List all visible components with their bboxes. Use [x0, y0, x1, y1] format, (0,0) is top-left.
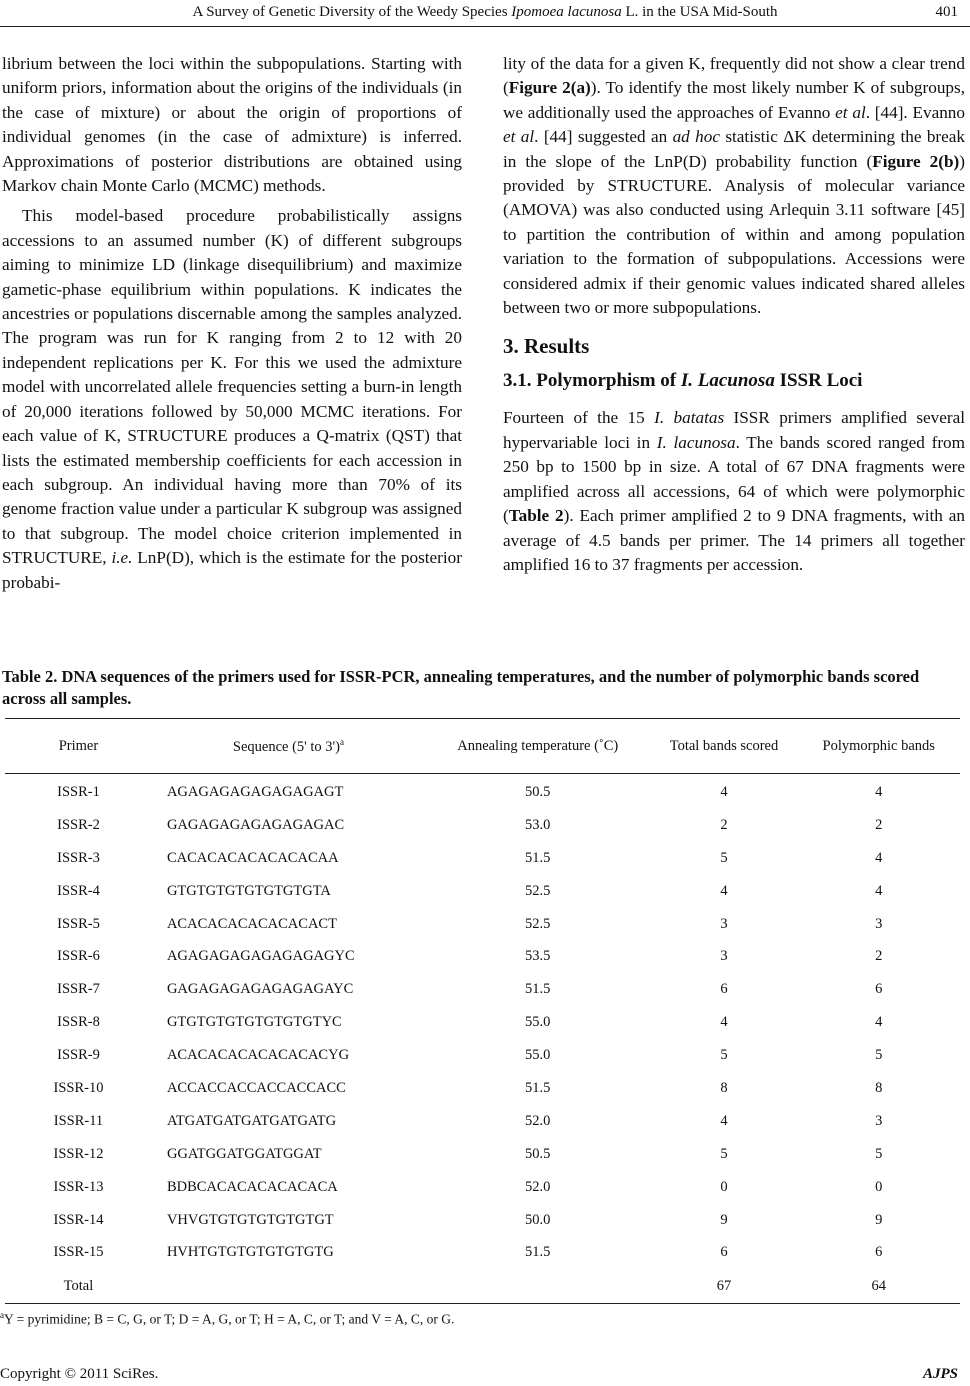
paragraph-results: Fourteen of the 15 I. batatas ISSR primers amplified several hypervariable loci in I. lacunosa. The bands scored ranged from 250 bp to 1500 bp in size. A total of 67 DNA fragments were amplified across all accessions, 64 of which were polymorphic (Table 2). Each primer amplified 2 to 9 DNA fragments, with an average of 4.5 bands per primer. The 14 primers all together amplified 16 to 37 fragments per accession. — [503, 408, 966, 574]
total-label: Total — [5, 1269, 152, 1304]
cell-temperature: 51.5 — [525, 1244, 551, 1261]
table-row — [5, 1006, 960, 1039]
cell-polymorphic-bands: 3 — [875, 1112, 883, 1129]
header-polymorphic-bands: Polymorphic bands — [797, 719, 960, 774]
cell-primer: ISSR-2 — [57, 816, 100, 833]
cell-primer: ISSR-6 — [57, 948, 100, 965]
cell-sequence: ATGATGATGATGATGATG — [166, 1112, 337, 1129]
left-column — [2, 52, 462, 595]
table-header-row — [5, 719, 960, 774]
table-row — [5, 908, 960, 941]
cell-polymorphic-bands: 9 — [875, 1211, 883, 1228]
cell-total-bands: 2 — [720, 816, 728, 833]
cell-total-bands: 3 — [720, 948, 728, 965]
cell-total-bands: 4 — [720, 882, 728, 899]
cell-sequence: CACACACACACACACAA — [166, 849, 339, 866]
header-total-bands: Total bands scored — [651, 719, 798, 774]
cell-primer: ISSR-1 — [57, 783, 100, 800]
table-row — [5, 1204, 960, 1237]
total-bands-sum: 67 — [651, 1269, 798, 1304]
cell-primer: ISSR-14 — [53, 1211, 104, 1228]
cell-primer: ISSR-10 — [53, 1079, 104, 1096]
journal-abbreviation: AJPS — [922, 1366, 958, 1382]
table-row — [5, 875, 960, 908]
copyright-notice: Copyright © 2011 SciRes. — [0, 1366, 159, 1382]
cell-temperature: 50.0 — [525, 1211, 551, 1228]
header-temperature: Annealing temperature (˚C) — [425, 719, 651, 774]
cell-temperature: 52.5 — [525, 915, 551, 932]
table-row — [5, 940, 960, 973]
cell-sequence: BDBCACACACACACACA — [166, 1178, 338, 1195]
section-heading-results: 3. Results — [503, 334, 590, 359]
cell-temperature: 55.0 — [525, 1047, 551, 1064]
page-number: 401 — [935, 4, 958, 20]
cell-sequence: GAGAGAGAGAGAGAGAYC — [166, 981, 354, 998]
paragraph-structure-method: librium between the loci within the subpopulations. Starting with uniform priors, information about the origins of the individuals (in the case of mixture) or about the origin of proportions of individual genomes (in the case of admixture) is inferred. Approximations of posterior distributions are obtained using Markov chain Monte Carlo (MCMC) methods. — [2, 54, 462, 196]
running-title-species: Ipomoea lacunosa — [511, 4, 622, 20]
cell-sequence: HVHTGTGTGTGTGTGTG — [166, 1244, 334, 1261]
cell-total-bands: 5 — [720, 1145, 728, 1162]
cell-sequence: ACCACCACCACCACCACC — [166, 1079, 346, 1096]
cell-temperature: 50.5 — [525, 1145, 551, 1162]
header-primer: Primer — [5, 719, 152, 774]
cell-polymorphic-bands: 2 — [875, 948, 883, 965]
figure-ref-2a[interactable]: Figure 2(a) — [508, 78, 591, 98]
cell-temperature: 53.0 — [525, 816, 551, 833]
cell-temperature: 52.0 — [525, 1112, 551, 1129]
cell-temperature: 51.5 — [525, 981, 551, 998]
cell-sequence: AGAGAGAGAGAGAGAGT — [166, 783, 344, 800]
table-footnote: $^a$Y = pyrimidine; B = C, G, or T; D = A, G, or T; H = A, C, or T; and V = A, C, or G. — [0, 1310, 455, 1327]
cell-primer: ISSR-9 — [57, 1047, 100, 1064]
cell-polymorphic-bands: 4 — [875, 882, 883, 899]
cell-sequence: ACACACACACACACACT — [166, 915, 337, 932]
table-body — [5, 774, 960, 1270]
cell-total-bands: 4 — [720, 1112, 728, 1129]
cell-polymorphic-bands: 4 — [875, 783, 883, 800]
cell-polymorphic-bands: 5 — [875, 1145, 883, 1162]
cell-polymorphic-bands: 4 — [875, 849, 883, 866]
table-row — [5, 1236, 960, 1269]
table-row — [5, 809, 960, 842]
cell-primer: ISSR-4 — [57, 882, 100, 899]
table-row — [5, 1171, 960, 1204]
cell-sequence: AGAGAGAGAGAGAGAGYC — [166, 948, 355, 965]
cell-primer: ISSR-3 — [57, 849, 100, 866]
table-row — [5, 1072, 960, 1105]
cell-total-bands: 3 — [720, 915, 728, 932]
paragraph-evanno: lity of the data for a given K, frequently did not show a clear trend (Figure 2(a)). To identify the most likely number K of subgroups, we additionally used the approaches of Evanno et al. [44]. Evanno et al. [44] suggested an ad hoc statistic ΔK determining the break in the slope of the LnP(D) probability function (Figure 2(b)) provided by STRUCTURE. Analysis of molecular variance (AMOVA) was also conducted using Arlequin 3.11 software [45] to partition the contribution of within and among population variation to the formation of subpopulations. Accessions were considered admix if their genomic values indicated shared alleles between two or more subpopulations. — [503, 54, 965, 318]
cell-temperature: 51.5 — [525, 849, 551, 866]
cell-primer: ISSR-11 — [53, 1112, 104, 1129]
cell-total-bands: 6 — [720, 981, 728, 998]
paragraph-model-procedure: This model-based procedure probabilistically assigns accessions to an assumed number (K) of different subgroups aiming to minimize LD (linkage disequilibrium) and maximize gametic-phase equilibrium within populations. K indicates the ancestries or populations discernable among the samples analyzed. The program was run for K ranging from 2 to 12 with 20 independent replications per K. For this we used the admixture model with uncorrelated allele frequencies setting a burn-in length of 20,000 iterations followed by 50,000 MCMC iterations. For each value of K, STRUCTURE produces a Q-matrix (QST) that lists the estimated membership coefficients for each accession in each subgroup. An individual having more than 70% of its genome fraction value under a particular K subgroup was assigned to that subgroup. The model choice criterion implemented in STRUCTURE, i.e. LnP(D), which is the estimate for the posterior probabi- — [2, 206, 462, 592]
cell-polymorphic-bands: 4 — [875, 1014, 883, 1031]
table-row — [5, 973, 960, 1006]
table-ref-2[interactable]: Table 2 — [508, 506, 564, 526]
cell-temperature: 53.5 — [525, 948, 551, 965]
header-sequence: Sequence (5' to 3')$^a$ — [152, 719, 425, 774]
cell-primer: ISSR-12 — [53, 1145, 104, 1162]
cell-polymorphic-bands: 6 — [875, 1244, 883, 1261]
table-row — [5, 1039, 960, 1072]
cell-sequence: GTGTGTGTGTGTGTGTA — [166, 882, 331, 899]
cell-sequence: GTGTGTGTGTGTGTGTYC — [166, 1014, 342, 1031]
cell-temperature: 50.5 — [525, 783, 551, 800]
cell-total-bands: 4 — [720, 783, 728, 800]
polymorphic-bands-sum: 64 — [797, 1269, 960, 1304]
cell-total-bands: 8 — [720, 1079, 728, 1096]
figure-ref-2b[interactable]: Figure 2(b) — [872, 151, 960, 171]
cell-total-bands: 4 — [720, 1014, 728, 1031]
cell-temperature: 55.0 — [525, 1014, 551, 1031]
cell-temperature: 51.5 — [525, 1079, 551, 1096]
running-header — [0, 0, 970, 28]
cell-total-bands: 5 — [720, 849, 728, 866]
cell-primer: ISSR-8 — [57, 1014, 100, 1031]
cell-total-bands: 5 — [720, 1047, 728, 1064]
cell-sequence: ACACACACACACACACYG — [166, 1047, 350, 1064]
running-title: A Survey of Genetic Diversity of the Weedy Species Ipomoea lacunosa L. in the USA Mid-South — [192, 4, 778, 20]
primer-table — [5, 718, 960, 1304]
cell-polymorphic-bands: 2 — [875, 816, 883, 833]
table-row — [5, 1105, 960, 1138]
cell-polymorphic-bands: 8 — [875, 1079, 883, 1096]
cell-temperature: 52.0 — [525, 1178, 551, 1195]
cell-primer: ISSR-5 — [57, 915, 100, 932]
cell-polymorphic-bands: 5 — [875, 1047, 883, 1064]
cell-primer: ISSR-15 — [53, 1244, 104, 1261]
cell-sequence: GAGAGAGAGAGAGAGAC — [166, 816, 345, 833]
table-row — [5, 774, 960, 809]
cell-total-bands: 0 — [720, 1178, 728, 1195]
cell-total-bands: 9 — [720, 1211, 728, 1228]
subsection-heading-polymorphism: 3.1. Polymorphism of I. Lacunosa ISSR Loci — [503, 370, 863, 392]
cell-primer: ISSR-13 — [53, 1178, 104, 1195]
cell-temperature: 52.5 — [525, 882, 551, 899]
cell-total-bands: 6 — [720, 1244, 728, 1261]
cell-polymorphic-bands: 6 — [875, 981, 883, 998]
cell-sequence: GGATGGATGGATGGAT — [166, 1145, 322, 1162]
cell-primer: ISSR-7 — [57, 981, 100, 998]
table-total-row — [5, 1269, 960, 1304]
cell-polymorphic-bands: 3 — [875, 915, 883, 932]
table-caption: Table 2. DNA sequences of the primers used for ISSR-PCR, annealing temperatures, and the number of polymorphic bands scored across all samples. — [2, 667, 920, 708]
cell-polymorphic-bands: 0 — [875, 1178, 883, 1195]
cell-sequence: VHVGTGTGTGTGTGTGT — [166, 1211, 334, 1228]
table-row — [5, 1138, 960, 1171]
table-row — [5, 842, 960, 875]
header-rule — [0, 26, 970, 27]
right-column — [503, 52, 965, 577]
